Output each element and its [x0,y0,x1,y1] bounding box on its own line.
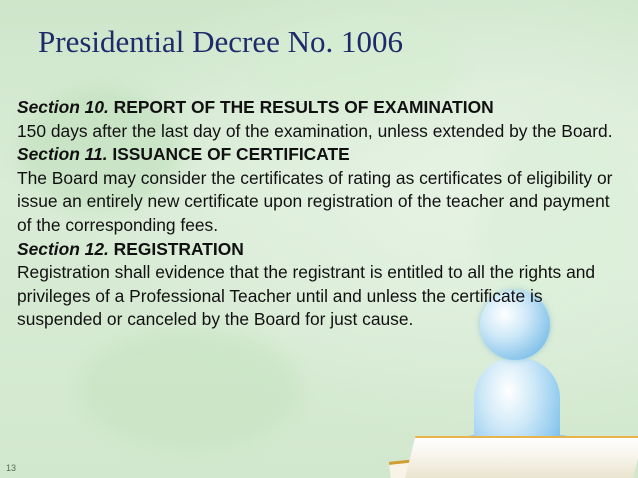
section-title: REGISTRATION [113,238,244,259]
section-10-body: 150 days after the last day of the examination, unless extended by the Board. [17,120,613,141]
section-11-body: The Board may consider the certificates of rating as certificates of eligibility or issue an entirely new certificate upon registration of the teacher and payment of the corresponding fees. [17,167,613,235]
page-number: 13 [6,463,17,473]
slide-content [17,96,627,332]
section-title: REPORT OF THE RESULTS OF EXAMINATION [113,97,494,117]
background-texture [80,330,300,450]
section-12-heading [17,238,627,262]
section-10-heading [17,96,627,120]
section-title: ISSUANCE OF CERTIFICATE [112,144,350,165]
section-number: Section 12. [17,238,109,259]
slide-title: Presidential Decree No. 1006 [38,24,403,59]
section-number: Section 11. [17,144,108,165]
section-number: Section 10. [17,97,109,117]
section-12-body: Registration shall evidence that the registrant is entitled to all the rights and privileges of a Professional Teacher until and unless the certificate is suspended or canceled by the Board for just cause. [17,262,596,330]
open-book-shape [405,436,638,478]
section-11-heading [17,143,627,167]
